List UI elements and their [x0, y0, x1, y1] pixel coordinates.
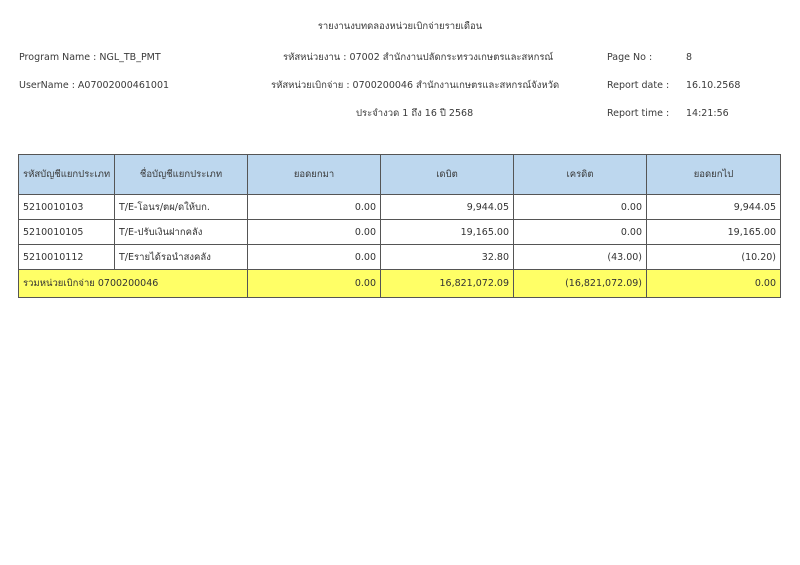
total-brought-forward-cell: 0.00 — [248, 270, 381, 298]
disbursement-unit: รหัสหน่วยเบิกจ่าย : 0700200046 สำนักงานเกษตรและสหกรณ์จังหวัด — [271, 80, 560, 91]
account-name-cell: T/E-โอนร/ตผ/ดให้บก. — [115, 195, 248, 220]
carried-forward-cell: 9,944.05 — [647, 195, 781, 220]
column-header-credit: เครดิต — [514, 155, 647, 195]
report-time-value: 14:21:56 — [686, 108, 729, 119]
column-header-account-code: รหัสบัญชีแยกประเภท — [19, 155, 115, 195]
credit-cell: 0.00 — [514, 220, 647, 245]
debit-cell: 32.80 — [381, 245, 514, 270]
credit-cell: 0.00 — [514, 195, 647, 220]
total-carried-forward-cell: 0.00 — [647, 270, 781, 298]
total-credit-cell: (16,821,072.09) — [514, 270, 647, 298]
page-label: Page No : — [607, 52, 653, 63]
credit-cell: (43.00) — [514, 245, 647, 270]
debit-cell: 9,944.05 — [381, 195, 514, 220]
debit-cell: 19,165.00 — [381, 220, 514, 245]
account-code-cell: 5210010103 — [19, 195, 115, 220]
brought-forward-cell: 0.00 — [248, 220, 381, 245]
agency-code: รหัสหน่วยงาน : 07002 สำนักงานปลัดกระทรวงเกษตรและสหกรณ์ — [283, 52, 554, 63]
report-period: ประจำงวด 1 ถึง 16 ปี 2568 — [356, 108, 474, 119]
user-name: UserName : A07002000461001 — [19, 80, 170, 91]
brought-forward-cell: 0.00 — [248, 195, 381, 220]
column-header-carried-forward: ยอดยกไป — [647, 155, 781, 195]
account-code-cell: 5210010112 — [19, 245, 115, 270]
report-date-label: Report date : — [607, 80, 670, 91]
total-row — [19, 270, 781, 298]
report-time-label: Report time : — [607, 108, 670, 119]
account-name-cell: T/E-ปรับเงินฝากคลัง — [115, 220, 248, 245]
brought-forward-cell: 0.00 — [248, 245, 381, 270]
table-row — [19, 195, 781, 220]
account-code-cell: 5210010105 — [19, 220, 115, 245]
trial-balance-table — [18, 154, 781, 298]
table-header-row — [19, 155, 781, 195]
table-row — [19, 245, 781, 270]
carried-forward-cell: 19,165.00 — [647, 220, 781, 245]
report-title: รายงานงบทดลองหน่วยเบิกจ่ายรายเดือน — [317, 21, 483, 32]
account-name-cell: T/Eรายได้รอนำสงคลัง — [115, 245, 248, 270]
page-value: 8 — [686, 52, 693, 63]
total-label-cell: รวมหน่วยเบิกจ่าย 0700200046 — [19, 270, 248, 298]
report-date-value: 16.10.2568 — [686, 80, 741, 91]
table-row — [19, 220, 781, 245]
column-header-account-name: ชื่อบัญชีแยกประเภท — [115, 155, 248, 195]
carried-forward-cell: (10.20) — [647, 245, 781, 270]
total-debit-cell: 16,821,072.09 — [381, 270, 514, 298]
program-name: Program Name : NGL_TB_PMT — [19, 52, 161, 63]
column-header-brought-forward: ยอดยกมา — [248, 155, 381, 195]
column-header-debit: เดบิต — [381, 155, 514, 195]
